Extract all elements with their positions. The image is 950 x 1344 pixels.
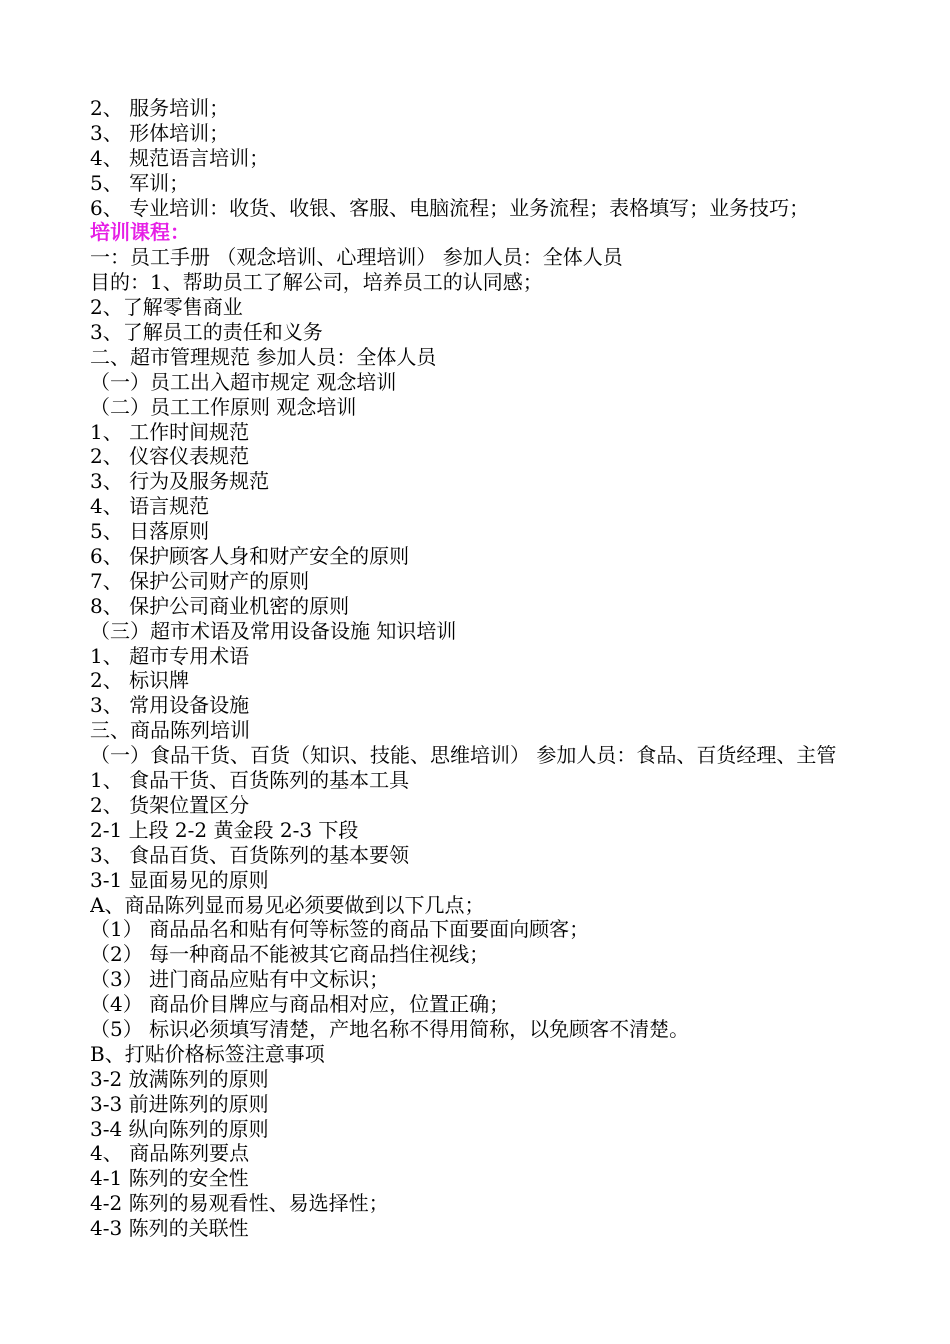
text-line: 4、 语言规范 (90, 494, 210, 519)
text-line: 4-1 陈列的安全性 (90, 1166, 249, 1191)
text-line: 4-3 陈列的关联性 (90, 1216, 249, 1241)
text-line: 3、 形体培训； (90, 120, 230, 145)
text-line: 三、商品陈列培训 (90, 718, 250, 743)
text-line: 3、 食品百货、百货陈列的基本要领 (90, 842, 410, 867)
text-line: （二）员工工作原则 观念培训 (90, 394, 357, 419)
text-line: 4-2 陈列的易观看性、易选择性； (90, 1191, 389, 1216)
text-line: 二、超市管理规范 参加人员：全体人员 (90, 344, 437, 369)
text-line: 一：员工手册 （观念培训、心理培训） 参加人员：全体人员 (90, 245, 623, 270)
document-page (90, 96, 930, 1241)
text-line: （一）员工出入超市规定 观念培训 (90, 369, 397, 394)
text-line: 6、 专业培训：收货、收银、客服、电脑流程；业务流程；表格填写；业务技巧； (90, 195, 810, 220)
text-line: 3-2 放满陈列的原则 (90, 1066, 269, 1091)
text-line: 5、 日落原则 (90, 519, 210, 544)
text-line: 8、 保护公司商业机密的原则 (90, 593, 350, 618)
text-line: 2、 服务培训； (90, 96, 230, 120)
text-line: （4） 商品价目牌应与商品相对应，位置正确； (90, 992, 510, 1017)
text-line: 3、 行为及服务规范 (90, 469, 270, 494)
text-line: 3、 常用设备设施 (90, 693, 250, 718)
text-line: 2-1 上段 2-2 黄金段 2-3 下段 (90, 817, 359, 842)
text-line: （5） 标识必须填写清楚，产地名称不得用简称，以免顾客不清楚。 (90, 1016, 690, 1041)
text-line: 1、 超市专用术语 (90, 643, 250, 668)
text-line: 3-1 显面易见的原则 (90, 867, 269, 892)
text-line: 目的：1、帮助员工了解公司，培养员工的认同感； (90, 270, 543, 295)
text-line: 3、了解员工的责任和义务 (90, 320, 323, 345)
text-line: 2、 标识牌 (90, 668, 190, 693)
text-line: （一）食品干货、百货（知识、技能、思维培训） 参加人员：食品、百货经理、主管 (90, 743, 837, 768)
text-line: 3-3 前进陈列的原则 (90, 1091, 269, 1116)
text-line: B、打贴价格标签注意事项 (90, 1041, 325, 1066)
text-line: 4、 规范语言培训； (90, 145, 270, 170)
text-line: 2、 货架位置区分 (90, 792, 250, 817)
text-line: 5、 军训； (90, 170, 190, 195)
text-line: 2、了解零售商业 (90, 295, 243, 320)
text-line: （2） 每一种商品不能被其它商品挡住视线； (90, 942, 490, 967)
text-line: 1、 食品干货、百货陈列的基本工具 (90, 768, 410, 793)
text-line: 7、 保护公司财产的原则 (90, 568, 310, 593)
text-line: （1） 商品品名和贴有何等标签的商品下面要面向顾客； (90, 917, 590, 942)
text-line: （3） 进门商品应贴有中文标识； (90, 967, 390, 992)
text-line: 6、 保护顾客人身和财产安全的原则 (90, 544, 410, 569)
text-line: 1、 工作时间规范 (90, 419, 250, 444)
section-heading: 培训课程： (90, 220, 190, 245)
text-line: 3-4 纵向陈列的原则 (90, 1116, 269, 1141)
text-line: 2、 仪容仪表规范 (90, 444, 250, 469)
text-line: A、商品陈列显而易见必须要做到以下几点； (90, 892, 485, 917)
text-line: （三）超市术语及常用设备设施 知识培训 (90, 618, 457, 643)
text-line: 4、 商品陈列要点 (90, 1141, 250, 1166)
